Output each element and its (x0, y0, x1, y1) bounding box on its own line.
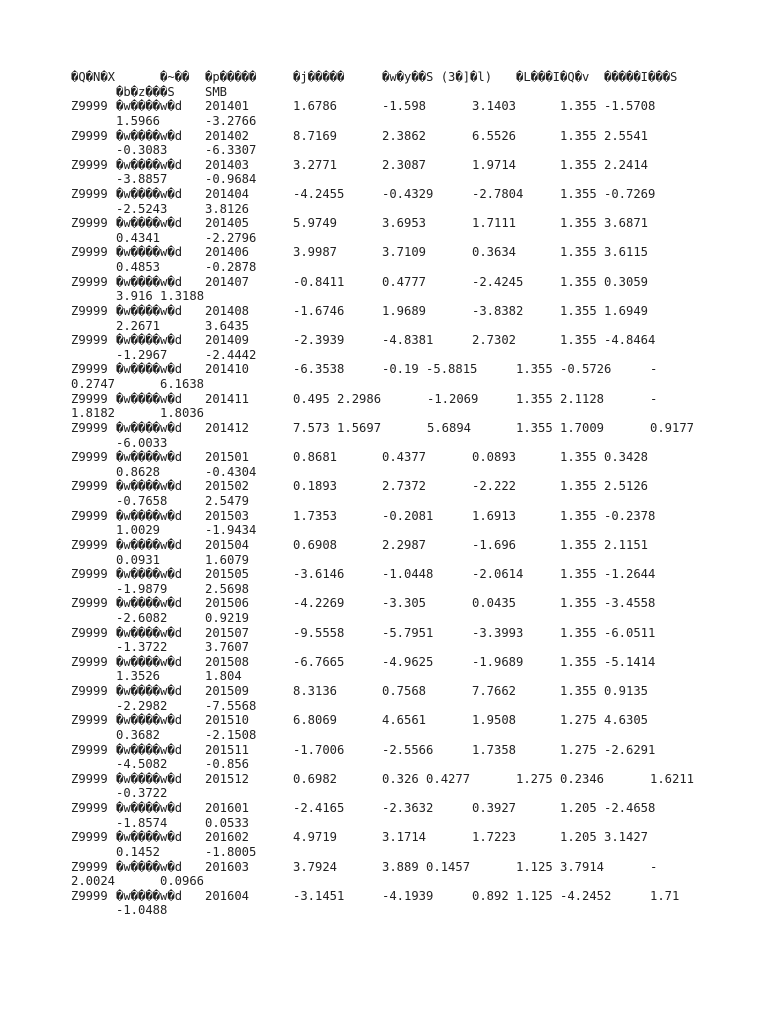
table-cell: Z9999 (71, 801, 108, 815)
table-cell: -4.2269 (293, 596, 345, 611)
table-cell: 0.3634 (472, 245, 517, 260)
table-cell: 0.9219 (205, 610, 250, 625)
table-cell: 201602 (205, 830, 250, 845)
table-cell: -2.4658 (604, 801, 656, 815)
table-cell: -3.3993 (472, 625, 524, 640)
table-cell: -4.9625 (382, 654, 434, 669)
table-cell: 3.6871 (604, 216, 649, 231)
table-cell: 0.3428 (604, 450, 649, 465)
table-cell: Z9999 (71, 771, 108, 786)
table-cell: 201404 (205, 187, 250, 201)
table-cell: 201503 (205, 508, 250, 523)
table-cell: 201401 (205, 99, 250, 114)
table-cell: 201402 (205, 128, 250, 143)
header-cell: �w�y��S (3�]�l) (382, 70, 493, 84)
table-cell: -0.856 (205, 757, 250, 772)
table-cell: -2.4442 (205, 347, 257, 362)
table-cell: 3.8126 (205, 201, 250, 216)
table-cell: 3.889 0.1457 (382, 859, 471, 874)
table-cell: 3.1403 (472, 99, 517, 114)
table-cell: �w����w�d (116, 187, 183, 201)
table-cell: 3.7924 (293, 859, 338, 874)
table-cell: 1.355 (516, 391, 553, 406)
table-cell: -0.9684 (205, 172, 257, 187)
table-cell: �w����w�d (116, 303, 183, 318)
table-cell: �b�z���S (116, 84, 175, 99)
table-cell: 201504 (205, 537, 250, 552)
table-cell: 1.7223 (472, 830, 517, 845)
table-cell: -6.7665 (293, 654, 345, 669)
table-cell: -4.5082 (116, 757, 168, 772)
table-cell: -4.8381 (382, 333, 434, 348)
table-cell: 1.355 (560, 157, 597, 172)
table-cell: 0.6982 (293, 771, 338, 786)
table-cell: -2.5566 (382, 742, 434, 757)
table-cell: 1.355 (560, 274, 597, 289)
table-cell: -1.6746 (293, 303, 345, 318)
table-cell: -2.0614 (472, 567, 524, 582)
table-cell: �w����w�d (116, 888, 183, 903)
table-cell: -0.2878 (205, 260, 257, 275)
table-cell: -2.6291 (604, 742, 656, 757)
table-cell: 1.7009 (560, 420, 605, 435)
header-cell: �Q�N�X (71, 70, 116, 84)
table-cell: -5.7951 (382, 625, 434, 640)
table-cell: -0.7269 (604, 187, 656, 201)
table-cell: 1.355 (560, 303, 597, 318)
table-cell: 1.7353 (293, 508, 338, 523)
table-cell: Z9999 (71, 684, 108, 698)
table-cell: 1.7358 (472, 742, 517, 757)
table-cell: 1.355 (560, 333, 597, 348)
table-cell: -2.2796 (205, 230, 257, 245)
table-cell: 3.6115 (604, 245, 649, 260)
table-cell: �w����w�d (116, 684, 183, 698)
table-cell: 201508 (205, 654, 250, 669)
table-cell: 0.0533 (205, 815, 250, 830)
table-cell: 1.355 (560, 216, 597, 231)
table-cell: -4.2455 (293, 187, 345, 201)
table-cell: �w����w�d (116, 420, 183, 435)
table-cell: -2.2982 (116, 698, 168, 713)
table-cell: 201409 (205, 333, 250, 348)
table-cell: Z9999 (71, 567, 108, 582)
table-cell: -3.4558 (604, 596, 656, 611)
table-cell: 1.355 (516, 362, 553, 377)
table-cell: -2.7804 (472, 187, 524, 201)
table-cell: 1.0029 (116, 523, 161, 538)
table-cell: Z9999 (71, 888, 108, 903)
table-cell: �w����w�d (116, 216, 183, 231)
table-cell: 1.355 (560, 596, 597, 611)
table-cell: Z9999 (71, 216, 108, 231)
table-cell: 4.9719 (293, 830, 338, 845)
table-cell: 1.355 (560, 128, 597, 143)
table-cell: 2.1151 (604, 537, 649, 552)
table-cell: 201505 (205, 567, 250, 582)
table-cell: 8.3136 (293, 684, 338, 698)
table-cell: 2.2987 (382, 537, 427, 552)
table-cell: 1.71 (650, 888, 680, 903)
table-cell: 8.7169 (293, 128, 338, 143)
table-cell: 1.6211 (650, 771, 695, 786)
table-cell: 2.5126 (604, 479, 649, 494)
table-cell: 1.6786 (293, 99, 338, 114)
table-cell: Z9999 (71, 333, 108, 348)
table-cell: 201603 (205, 859, 250, 874)
table-cell: 7.7662 (472, 684, 517, 698)
table-cell: 2.5698 (205, 581, 250, 596)
table-cell: 0.6908 (293, 537, 338, 552)
table-cell: -3.1451 (293, 888, 345, 903)
table-cell: Z9999 (71, 157, 108, 172)
table-cell: 1.7111 (472, 216, 517, 231)
table-cell: 0.8628 (116, 464, 161, 479)
table-cell: 1.355 (560, 654, 597, 669)
table-cell: 6.8069 (293, 713, 338, 728)
table-cell: -5.1414 (604, 654, 656, 669)
table-cell: Z9999 (71, 274, 108, 289)
table-cell: -1.8005 (205, 844, 257, 859)
table-cell: 1.6913 (472, 508, 517, 523)
table-cell: 2.7372 (382, 479, 427, 494)
table-cell: -1.9689 (472, 654, 524, 669)
table-cell: -2.5243 (116, 201, 168, 216)
table-cell: -1.9879 (116, 581, 168, 596)
table-cell: 0.4341 (116, 230, 161, 245)
table-cell: �w����w�d (116, 362, 183, 377)
table-cell: Z9999 (71, 450, 108, 465)
table-cell: Z9999 (71, 508, 108, 523)
table-cell: -0.19 -5.8815 (382, 362, 478, 377)
header-cell: �p����� (205, 70, 257, 84)
table-cell: Z9999 (71, 245, 108, 260)
table-cell: - (650, 859, 658, 874)
table-cell: 201406 (205, 245, 250, 260)
table-cell: -6.0033 (116, 435, 168, 450)
table-cell: �w����w�d (116, 859, 183, 874)
table-cell: -0.8411 (293, 274, 345, 289)
table-cell: 1.6079 (205, 552, 250, 567)
table-cell: -2.4165 (293, 801, 345, 815)
table-cell: 0.9135 (604, 684, 649, 698)
table-cell: �w����w�d (116, 333, 183, 348)
table-cell: �w����w�d (116, 274, 183, 289)
table-cell: 3.2771 (293, 157, 338, 172)
table-cell: 201506 (205, 596, 250, 611)
table-cell: 1.804 (205, 669, 242, 684)
table-cell: -2.4245 (472, 274, 524, 289)
table-cell: -2.6082 (116, 610, 168, 625)
table-cell: 1.355 (560, 99, 597, 114)
table-cell: 1.275 (560, 742, 597, 757)
table-cell: 7.573 1.5697 (293, 420, 382, 435)
table-cell: �w����w�d (116, 771, 183, 786)
table-cell: 0.3927 (472, 801, 517, 815)
table-cell: 0.326 0.4277 (382, 771, 471, 786)
table-cell: -4.8464 (604, 333, 656, 348)
table-cell: �w����w�d (116, 450, 183, 465)
table-cell: 201407 (205, 274, 250, 289)
table-cell: -7.5568 (205, 698, 257, 713)
table-cell: 1.355 (560, 245, 597, 260)
table-cell: 1.205 (560, 830, 597, 845)
table-cell: -2.3632 (382, 801, 434, 815)
table-cell: 1.9508 (472, 713, 517, 728)
table-cell: Z9999 (71, 713, 108, 728)
table-cell: 201408 (205, 303, 250, 318)
table-cell: 0.1893 (293, 479, 338, 494)
table-cell: -0.3722 (116, 786, 168, 801)
table-cell: -3.2766 (205, 113, 257, 128)
table-cell: 201509 (205, 684, 250, 698)
table-cell: 1.355 (560, 625, 597, 640)
table-cell: 201512 (205, 771, 250, 786)
table-cell: 0.2346 (560, 771, 605, 786)
table-cell: �w����w�d (116, 625, 183, 640)
table-cell: - (650, 391, 658, 406)
table-cell: 1.3526 (116, 669, 161, 684)
table-cell: - (650, 362, 658, 377)
table-cell: 1.355 (560, 187, 597, 201)
table-cell: 3.6953 (382, 216, 427, 231)
table-cell: �w����w�d (116, 479, 183, 494)
table-cell: 0.0966 (160, 874, 205, 889)
table-cell: 0.2747 (71, 377, 116, 391)
table-cell: -1.7006 (293, 742, 345, 757)
table-cell: Z9999 (71, 479, 108, 494)
table-cell: �w����w�d (116, 157, 183, 172)
table-cell: 1.125 (516, 859, 553, 874)
table-cell: Z9999 (71, 362, 108, 377)
table-cell: �w����w�d (116, 742, 183, 757)
table-cell: 3.7914 (560, 859, 605, 874)
header-cell: �L���I�Q�v (516, 70, 590, 84)
table-cell: 201410 (205, 362, 250, 377)
table-cell: �w����w�d (116, 391, 183, 406)
table-cell: Z9999 (71, 596, 108, 611)
table-cell: -1.2069 (427, 391, 479, 406)
table-cell: -1.2967 (116, 347, 168, 362)
table-cell: 0.3059 (604, 274, 649, 289)
table-cell: 2.2671 (116, 318, 161, 333)
table-cell: �w����w�d (116, 713, 183, 728)
table-cell: 0.0435 (472, 596, 517, 611)
table-cell: -0.7658 (116, 494, 168, 508)
table-cell: 0.4377 (382, 450, 427, 465)
table-cell: -3.8857 (116, 172, 168, 187)
table-cell: -3.305 (382, 596, 427, 611)
table-cell: -0.5726 (560, 362, 612, 377)
table-cell: Z9999 (71, 128, 108, 143)
table-cell: 1.8036 (160, 406, 205, 421)
table-cell: 0.0893 (472, 450, 517, 465)
table-cell: 5.6894 (427, 420, 472, 435)
table-cell: �w����w�d (116, 245, 183, 260)
table-cell: -0.2378 (604, 508, 656, 523)
table-cell: -6.3538 (293, 362, 345, 377)
table-cell: -6.3307 (205, 143, 257, 158)
table-cell: 201501 (205, 450, 250, 465)
table-cell: 2.1128 (560, 391, 605, 406)
table-cell: -2.222 (472, 479, 517, 494)
table-cell: 3.7109 (382, 245, 427, 260)
table-cell: 0.4853 (116, 260, 161, 275)
table-cell: 0.495 2.2986 (293, 391, 382, 406)
table-cell: -1.8574 (116, 815, 168, 830)
table-cell: 1.355 (560, 567, 597, 582)
table-cell: 3.9987 (293, 245, 338, 260)
table-cell: 1.355 (560, 537, 597, 552)
table-cell: -0.4329 (382, 187, 434, 201)
table-cell: -1.5708 (604, 99, 656, 114)
table-cell: 1.205 (560, 801, 597, 815)
table-cell: 3.916 1.3188 (116, 289, 205, 304)
table-cell: 1.355 (560, 508, 597, 523)
table-cell: -1.696 (472, 537, 517, 552)
table-cell: Z9999 (71, 537, 108, 552)
table-cell: 6.1638 (160, 377, 205, 391)
table-cell: -2.1508 (205, 727, 257, 742)
table-cell: 3.7607 (205, 640, 250, 655)
table-cell: -1.0448 (382, 567, 434, 582)
table-cell: 0.1452 (116, 844, 161, 859)
table-cell: 3.6435 (205, 318, 250, 333)
table-cell: -9.5558 (293, 625, 345, 640)
table-cell: 201604 (205, 888, 250, 903)
table-cell: Z9999 (71, 99, 108, 114)
table-cell: -1.9434 (205, 523, 257, 538)
table-cell: 1.355 (560, 479, 597, 494)
table-cell: 1.275 (516, 771, 553, 786)
table-cell: Z9999 (71, 187, 108, 201)
table-cell: 1.8182 (71, 406, 116, 421)
table-cell: 2.7302 (472, 333, 517, 348)
table-cell: 5.9749 (293, 216, 338, 231)
table-cell: 4.6561 (382, 713, 427, 728)
header-cell: �����I���S (604, 70, 678, 84)
table-cell: 2.3087 (382, 157, 427, 172)
table-cell: 0.7568 (382, 684, 427, 698)
table-cell: 1.9689 (382, 303, 427, 318)
header-cell: �~�� (160, 70, 190, 84)
table-cell: �w����w�d (116, 99, 183, 114)
table-cell: -4.1939 (382, 888, 434, 903)
table-cell: 0.9177 (650, 420, 695, 435)
table-cell: 2.5479 (205, 494, 250, 508)
table-cell: 201412 (205, 420, 250, 435)
table-cell: 0.4777 (382, 274, 427, 289)
table-cell: �w����w�d (116, 830, 183, 845)
table-cell: 201511 (205, 742, 250, 757)
table-cell: 2.2414 (604, 157, 649, 172)
table-cell: 2.5541 (604, 128, 649, 143)
table-cell: SMB (205, 84, 228, 99)
table-cell: -0.4304 (205, 464, 257, 479)
table-cell: �w����w�d (116, 508, 183, 523)
table-cell: 1.5966 (116, 113, 161, 128)
table-cell: -1.0488 (116, 903, 168, 918)
table-cell: 1.9714 (472, 157, 517, 172)
table-cell: �w����w�d (116, 654, 183, 669)
table-cell: Z9999 (71, 742, 108, 757)
table-cell: 1.355 (560, 450, 597, 465)
table-cell: 201411 (205, 391, 250, 406)
table-cell: �w����w�d (116, 128, 183, 143)
table-cell: -3.6146 (293, 567, 345, 582)
table-cell: 0.0931 (116, 552, 161, 567)
table-cell: 2.0024 (71, 874, 116, 889)
table-cell: 201510 (205, 713, 250, 728)
table-cell: 1.275 (560, 713, 597, 728)
table-cell: �w����w�d (116, 567, 183, 582)
table-cell: 201502 (205, 479, 250, 494)
table-cell: -2.3939 (293, 333, 345, 348)
table-cell: 0.892 1.125 (472, 888, 553, 903)
table-cell: Z9999 (71, 830, 108, 845)
table-cell: 201601 (205, 801, 250, 815)
table-cell: 0.8681 (293, 450, 338, 465)
table-cell: Z9999 (71, 654, 108, 669)
table-cell: 0.3682 (116, 727, 161, 742)
table-cell: 3.1714 (382, 830, 427, 845)
table-cell: 6.5526 (472, 128, 517, 143)
table-cell: 1.6949 (604, 303, 649, 318)
table-cell: �w����w�d (116, 596, 183, 611)
table-cell: 201507 (205, 625, 250, 640)
header-cell: �j����� (293, 70, 345, 84)
table-cell: -1.2644 (604, 567, 656, 582)
table-cell: 2.3862 (382, 128, 427, 143)
table-cell: �w����w�d (116, 537, 183, 552)
table-cell: 1.355 (516, 420, 553, 435)
table-cell: -0.3083 (116, 143, 168, 158)
table-cell: 3.1427 (604, 830, 649, 845)
table-cell: 1.355 (560, 684, 597, 698)
table-cell: Z9999 (71, 391, 108, 406)
table-cell: 4.6305 (604, 713, 649, 728)
table-cell: -3.8382 (472, 303, 524, 318)
table-cell: Z9999 (71, 303, 108, 318)
table-cell: 201403 (205, 157, 250, 172)
table-cell: Z9999 (71, 420, 108, 435)
table-cell: -4.2452 (560, 888, 612, 903)
table-cell: 201405 (205, 216, 250, 231)
table-cell: Z9999 (71, 859, 108, 874)
table-cell: �w����w�d (116, 801, 183, 815)
table-cell: Z9999 (71, 625, 108, 640)
table-cell: -6.0511 (604, 625, 656, 640)
table-cell: -1.3722 (116, 640, 168, 655)
table-cell: -1.598 (382, 99, 427, 114)
table-cell: -0.2081 (382, 508, 434, 523)
